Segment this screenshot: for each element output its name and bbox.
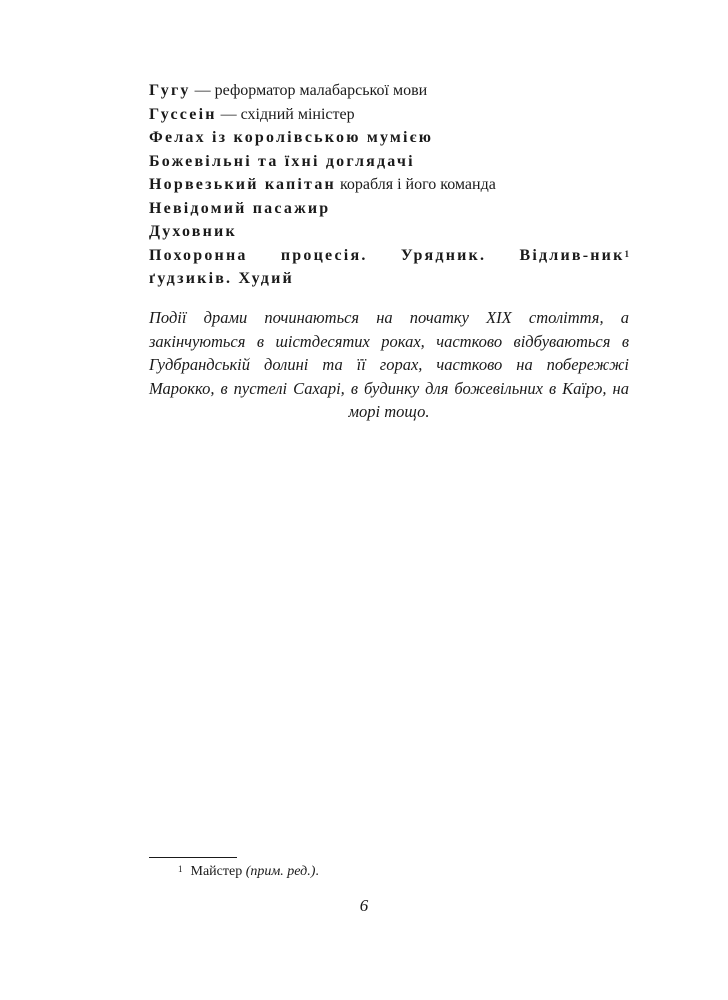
cast-entry-madmen bbox=[149, 150, 629, 174]
cast-entry-hussein bbox=[149, 103, 629, 127]
cast-name: Духовник bbox=[149, 223, 237, 240]
footnote-divider bbox=[149, 857, 237, 858]
page-number: 6 bbox=[359, 896, 369, 915]
cast-name: Похоронна процесія. Урядник. Відлив-ник bbox=[149, 246, 625, 264]
cast-entry-passenger bbox=[149, 197, 629, 221]
cast-name: Норвезький капітан bbox=[149, 176, 336, 193]
cast-description: — реформатор малабарської мови bbox=[190, 82, 428, 99]
cast-name: Божевільні та їхні доглядачі bbox=[149, 152, 415, 170]
cast-name: Гуссеін bbox=[149, 105, 217, 123]
footnote-note: (прим. ред.) bbox=[245, 864, 316, 879]
footnote-end: . bbox=[315, 864, 319, 879]
footnote-text: Майстер bbox=[190, 864, 243, 879]
cast-name: ґудзиків. Худий bbox=[149, 270, 294, 287]
cast-entry-gugu bbox=[149, 79, 629, 103]
footnote bbox=[178, 864, 319, 880]
cast-name: Гугу bbox=[149, 82, 191, 99]
cast-entry-priest bbox=[149, 220, 629, 244]
cast-description: — східний міністер bbox=[216, 105, 355, 123]
cast-name: Фелах із королівською мумією bbox=[149, 129, 434, 146]
cast-entry-fellah bbox=[149, 126, 629, 150]
cast-entry-captain bbox=[149, 173, 629, 197]
cast-name: Невідомий пасажир bbox=[149, 199, 331, 217]
cast-entry-procession bbox=[149, 244, 629, 291]
footnote-mark: 1 bbox=[178, 864, 183, 874]
setting-paragraph: Події драми починаються на початку XIX століття, а закінчуються в шістдесятих роках, частково відбуваються в Гудбрандській долині та її горах, частково на побережжі Марокко, в пустелі Сахарі, в будинку для божевільних в Каїро, на морі тощо. bbox=[149, 308, 629, 421]
footnote-reference: 1 bbox=[624, 248, 629, 259]
cast-description: корабля і його команда bbox=[335, 176, 496, 193]
cast-list bbox=[149, 79, 629, 291]
